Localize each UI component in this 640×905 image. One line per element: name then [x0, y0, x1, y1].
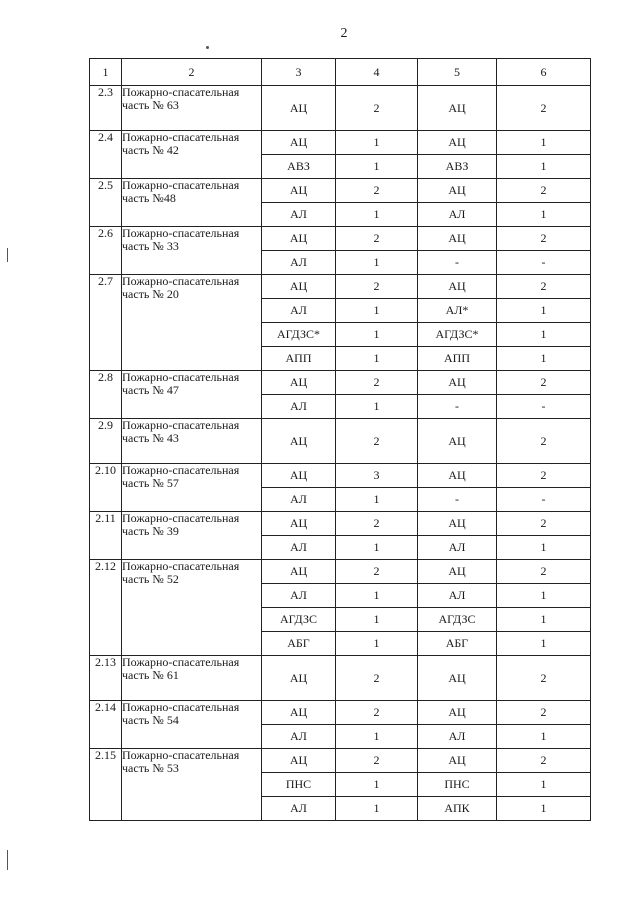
vehicle-count: 1 [336, 131, 418, 155]
vehicle-type-alt: АЦ [418, 371, 497, 395]
item-number: 2.9 [90, 419, 122, 464]
vehicle-count-alt: 1 [497, 347, 591, 371]
vehicle-count: 1 [336, 797, 418, 821]
vehicle-type: АЛ [262, 725, 336, 749]
unit-name: Пожарно-спасательная часть № 39 [122, 512, 262, 560]
unit-name: Пожарно-спасательная часть № 43 [122, 419, 262, 464]
scan-speck [206, 46, 209, 49]
vehicle-count: 2 [336, 560, 418, 584]
vehicle-type-alt: АЦ [418, 656, 497, 701]
table-row [90, 86, 591, 131]
vehicle-count-alt: 1 [497, 725, 591, 749]
vehicle-type-alt: АЦ [418, 464, 497, 488]
vehicle-count-alt: 1 [497, 323, 591, 347]
vehicle-type-alt: АГДЗС* [418, 323, 497, 347]
column-header: 6 [497, 59, 591, 86]
vehicle-count: 1 [336, 203, 418, 227]
vehicle-count: 1 [336, 323, 418, 347]
vehicle-type-alt: АГДЗС [418, 608, 497, 632]
vehicle-type-alt: АЦ [418, 179, 497, 203]
vehicle-type-alt: ПНС [418, 773, 497, 797]
vehicle-count: 2 [336, 419, 418, 464]
vehicle-count-alt: - [497, 251, 591, 275]
table-row [90, 227, 591, 251]
vehicle-type: АЦ [262, 560, 336, 584]
vehicle-type-alt: АПП [418, 347, 497, 371]
vehicle-count-alt: 2 [497, 275, 591, 299]
vehicle-type: АЦ [262, 371, 336, 395]
vehicle-count-alt: 2 [497, 701, 591, 725]
vehicle-type-alt: - [418, 395, 497, 419]
item-number: 2.6 [90, 227, 122, 275]
table-row [90, 131, 591, 155]
vehicle-count-alt: 2 [497, 371, 591, 395]
vehicle-count-alt: 2 [497, 86, 591, 131]
vehicle-type-alt: АЛ [418, 725, 497, 749]
unit-name: Пожарно-спасательная часть № 63 [122, 86, 262, 131]
vehicle-type-alt: АВЗ [418, 155, 497, 179]
vehicle-count-alt: 1 [497, 155, 591, 179]
vehicle-type-alt: АЦ [418, 227, 497, 251]
vehicle-count: 2 [336, 656, 418, 701]
vehicle-type: АЦ [262, 464, 336, 488]
vehicle-count: 2 [336, 701, 418, 725]
vehicle-type: АЦ [262, 86, 336, 131]
vehicle-count: 1 [336, 725, 418, 749]
vehicle-type-alt: АЛ [418, 584, 497, 608]
item-number: 2.3 [90, 86, 122, 131]
vehicle-type-alt: АЦ [418, 512, 497, 536]
vehicle-count-alt: 1 [497, 299, 591, 323]
vehicle-type-alt: - [418, 488, 497, 512]
vehicle-type-alt: АЛ* [418, 299, 497, 323]
vehicle-type: АЦ [262, 419, 336, 464]
table-body [90, 86, 591, 821]
column-header: 2 [122, 59, 262, 86]
vehicle-count-alt: 1 [497, 608, 591, 632]
vehicle-count: 1 [336, 155, 418, 179]
vehicle-count-alt: 2 [497, 464, 591, 488]
vehicle-type: АЦ [262, 749, 336, 773]
page-number: 2 [340, 26, 348, 41]
table-row [90, 512, 591, 536]
item-number: 2.15 [90, 749, 122, 821]
vehicle-count-alt: 1 [497, 203, 591, 227]
vehicle-type: АБГ [262, 632, 336, 656]
unit-name: Пожарно-спасательная часть № 33 [122, 227, 262, 275]
vehicle-count-alt: 1 [497, 632, 591, 656]
vehicle-count: 1 [336, 536, 418, 560]
item-number: 2.11 [90, 512, 122, 560]
item-number: 2.5 [90, 179, 122, 227]
vehicle-count-alt: 1 [497, 797, 591, 821]
vehicle-type-alt: АЦ [418, 86, 497, 131]
vehicle-count: 2 [336, 749, 418, 773]
vehicle-type-alt: АЛ [418, 203, 497, 227]
table-row [90, 560, 591, 584]
vehicle-count: 1 [336, 299, 418, 323]
vehicle-count: 1 [336, 608, 418, 632]
unit-name: Пожарно-спасательная часть № 47 [122, 371, 262, 419]
vehicle-count-alt: 2 [497, 560, 591, 584]
vehicle-count: 3 [336, 464, 418, 488]
vehicle-count: 2 [336, 227, 418, 251]
item-number: 2.7 [90, 275, 122, 371]
vehicle-count-alt: 2 [497, 656, 591, 701]
unit-name: Пожарно-спасательная часть № 20 [122, 275, 262, 371]
vehicle-type: АЛ [262, 203, 336, 227]
vehicle-count: 2 [336, 275, 418, 299]
unit-name: Пожарно-спасательная часть № 52 [122, 560, 262, 656]
vehicle-type: АВЗ [262, 155, 336, 179]
vehicle-count: 1 [336, 347, 418, 371]
unit-name: Пожарно-спасательная часть № 61 [122, 656, 262, 701]
vehicle-count: 2 [336, 179, 418, 203]
vehicle-type: АЦ [262, 701, 336, 725]
vehicle-type-alt: АЦ [418, 275, 497, 299]
column-header: 3 [262, 59, 336, 86]
table-row [90, 464, 591, 488]
column-header: 5 [418, 59, 497, 86]
vehicle-type-alt: АЦ [418, 749, 497, 773]
table-row [90, 701, 591, 725]
item-number: 2.12 [90, 560, 122, 656]
table-row [90, 749, 591, 773]
vehicle-type: АЛ [262, 584, 336, 608]
vehicle-type-alt: АЦ [418, 419, 497, 464]
item-number: 2.10 [90, 464, 122, 512]
vehicle-count-alt: 2 [497, 512, 591, 536]
vehicle-type: АЛ [262, 797, 336, 821]
vehicle-type-alt: АЦ [418, 560, 497, 584]
item-number: 2.8 [90, 371, 122, 419]
vehicle-count-alt: 2 [497, 749, 591, 773]
item-number: 2.4 [90, 131, 122, 179]
vehicle-count: 2 [336, 86, 418, 131]
vehicle-type: АЦ [262, 512, 336, 536]
table-row [90, 656, 591, 701]
vehicle-count: 1 [336, 488, 418, 512]
vehicle-type: АЛ [262, 536, 336, 560]
vehicle-count: 1 [336, 395, 418, 419]
vehicle-type: АЛ [262, 488, 336, 512]
unit-name: Пожарно-спасательная часть № 57 [122, 464, 262, 512]
vehicle-type-alt: - [418, 251, 497, 275]
scan-speck [7, 248, 8, 262]
vehicle-type: АЛ [262, 395, 336, 419]
vehicle-type: АЛ [262, 299, 336, 323]
unit-name: Пожарно-спасательная часть № 54 [122, 701, 262, 749]
vehicle-count: 1 [336, 251, 418, 275]
vehicle-type: АЦ [262, 179, 336, 203]
vehicle-count-alt: - [497, 488, 591, 512]
vehicle-type-alt: АЦ [418, 131, 497, 155]
vehicle-count-alt: 2 [497, 419, 591, 464]
vehicle-type: АЦ [262, 275, 336, 299]
vehicle-count-alt: 1 [497, 536, 591, 560]
vehicle-count-alt: 1 [497, 773, 591, 797]
column-header: 1 [90, 59, 122, 86]
scan-speck [7, 850, 8, 870]
vehicle-count-alt: - [497, 395, 591, 419]
table-row [90, 275, 591, 299]
vehicle-count: 2 [336, 512, 418, 536]
item-number: 2.13 [90, 656, 122, 701]
vehicle-type: АЛ [262, 251, 336, 275]
vehicle-count-alt: 1 [497, 584, 591, 608]
vehicle-type: АГДЗС* [262, 323, 336, 347]
vehicle-count: 1 [336, 632, 418, 656]
table-row [90, 371, 591, 395]
item-number: 2.14 [90, 701, 122, 749]
vehicle-type: АПП [262, 347, 336, 371]
vehicle-type: АЦ [262, 131, 336, 155]
column-header: 4 [336, 59, 418, 86]
vehicle-type-alt: АЦ [418, 701, 497, 725]
vehicle-count: 1 [336, 584, 418, 608]
vehicle-count-alt: 2 [497, 179, 591, 203]
vehicle-type: АЦ [262, 656, 336, 701]
header-row [90, 59, 591, 86]
vehicle-type-alt: АПК [418, 797, 497, 821]
vehicle-count-alt: 2 [497, 227, 591, 251]
fire-vehicle-table [89, 58, 591, 821]
vehicle-type-alt: АЛ [418, 536, 497, 560]
unit-name: Пожарно-спасательная часть № 53 [122, 749, 262, 821]
vehicle-count-alt: 1 [497, 131, 591, 155]
vehicle-type-alt: АБГ [418, 632, 497, 656]
unit-name: Пожарно-спасательная часть №48 [122, 179, 262, 227]
unit-name: Пожарно-спасательная часть № 42 [122, 131, 262, 179]
vehicle-type: ПНС [262, 773, 336, 797]
vehicle-count: 1 [336, 773, 418, 797]
table-row [90, 419, 591, 464]
table-row [90, 179, 591, 203]
vehicle-type: АЦ [262, 227, 336, 251]
vehicle-type: АГДЗС [262, 608, 336, 632]
vehicle-count: 2 [336, 371, 418, 395]
